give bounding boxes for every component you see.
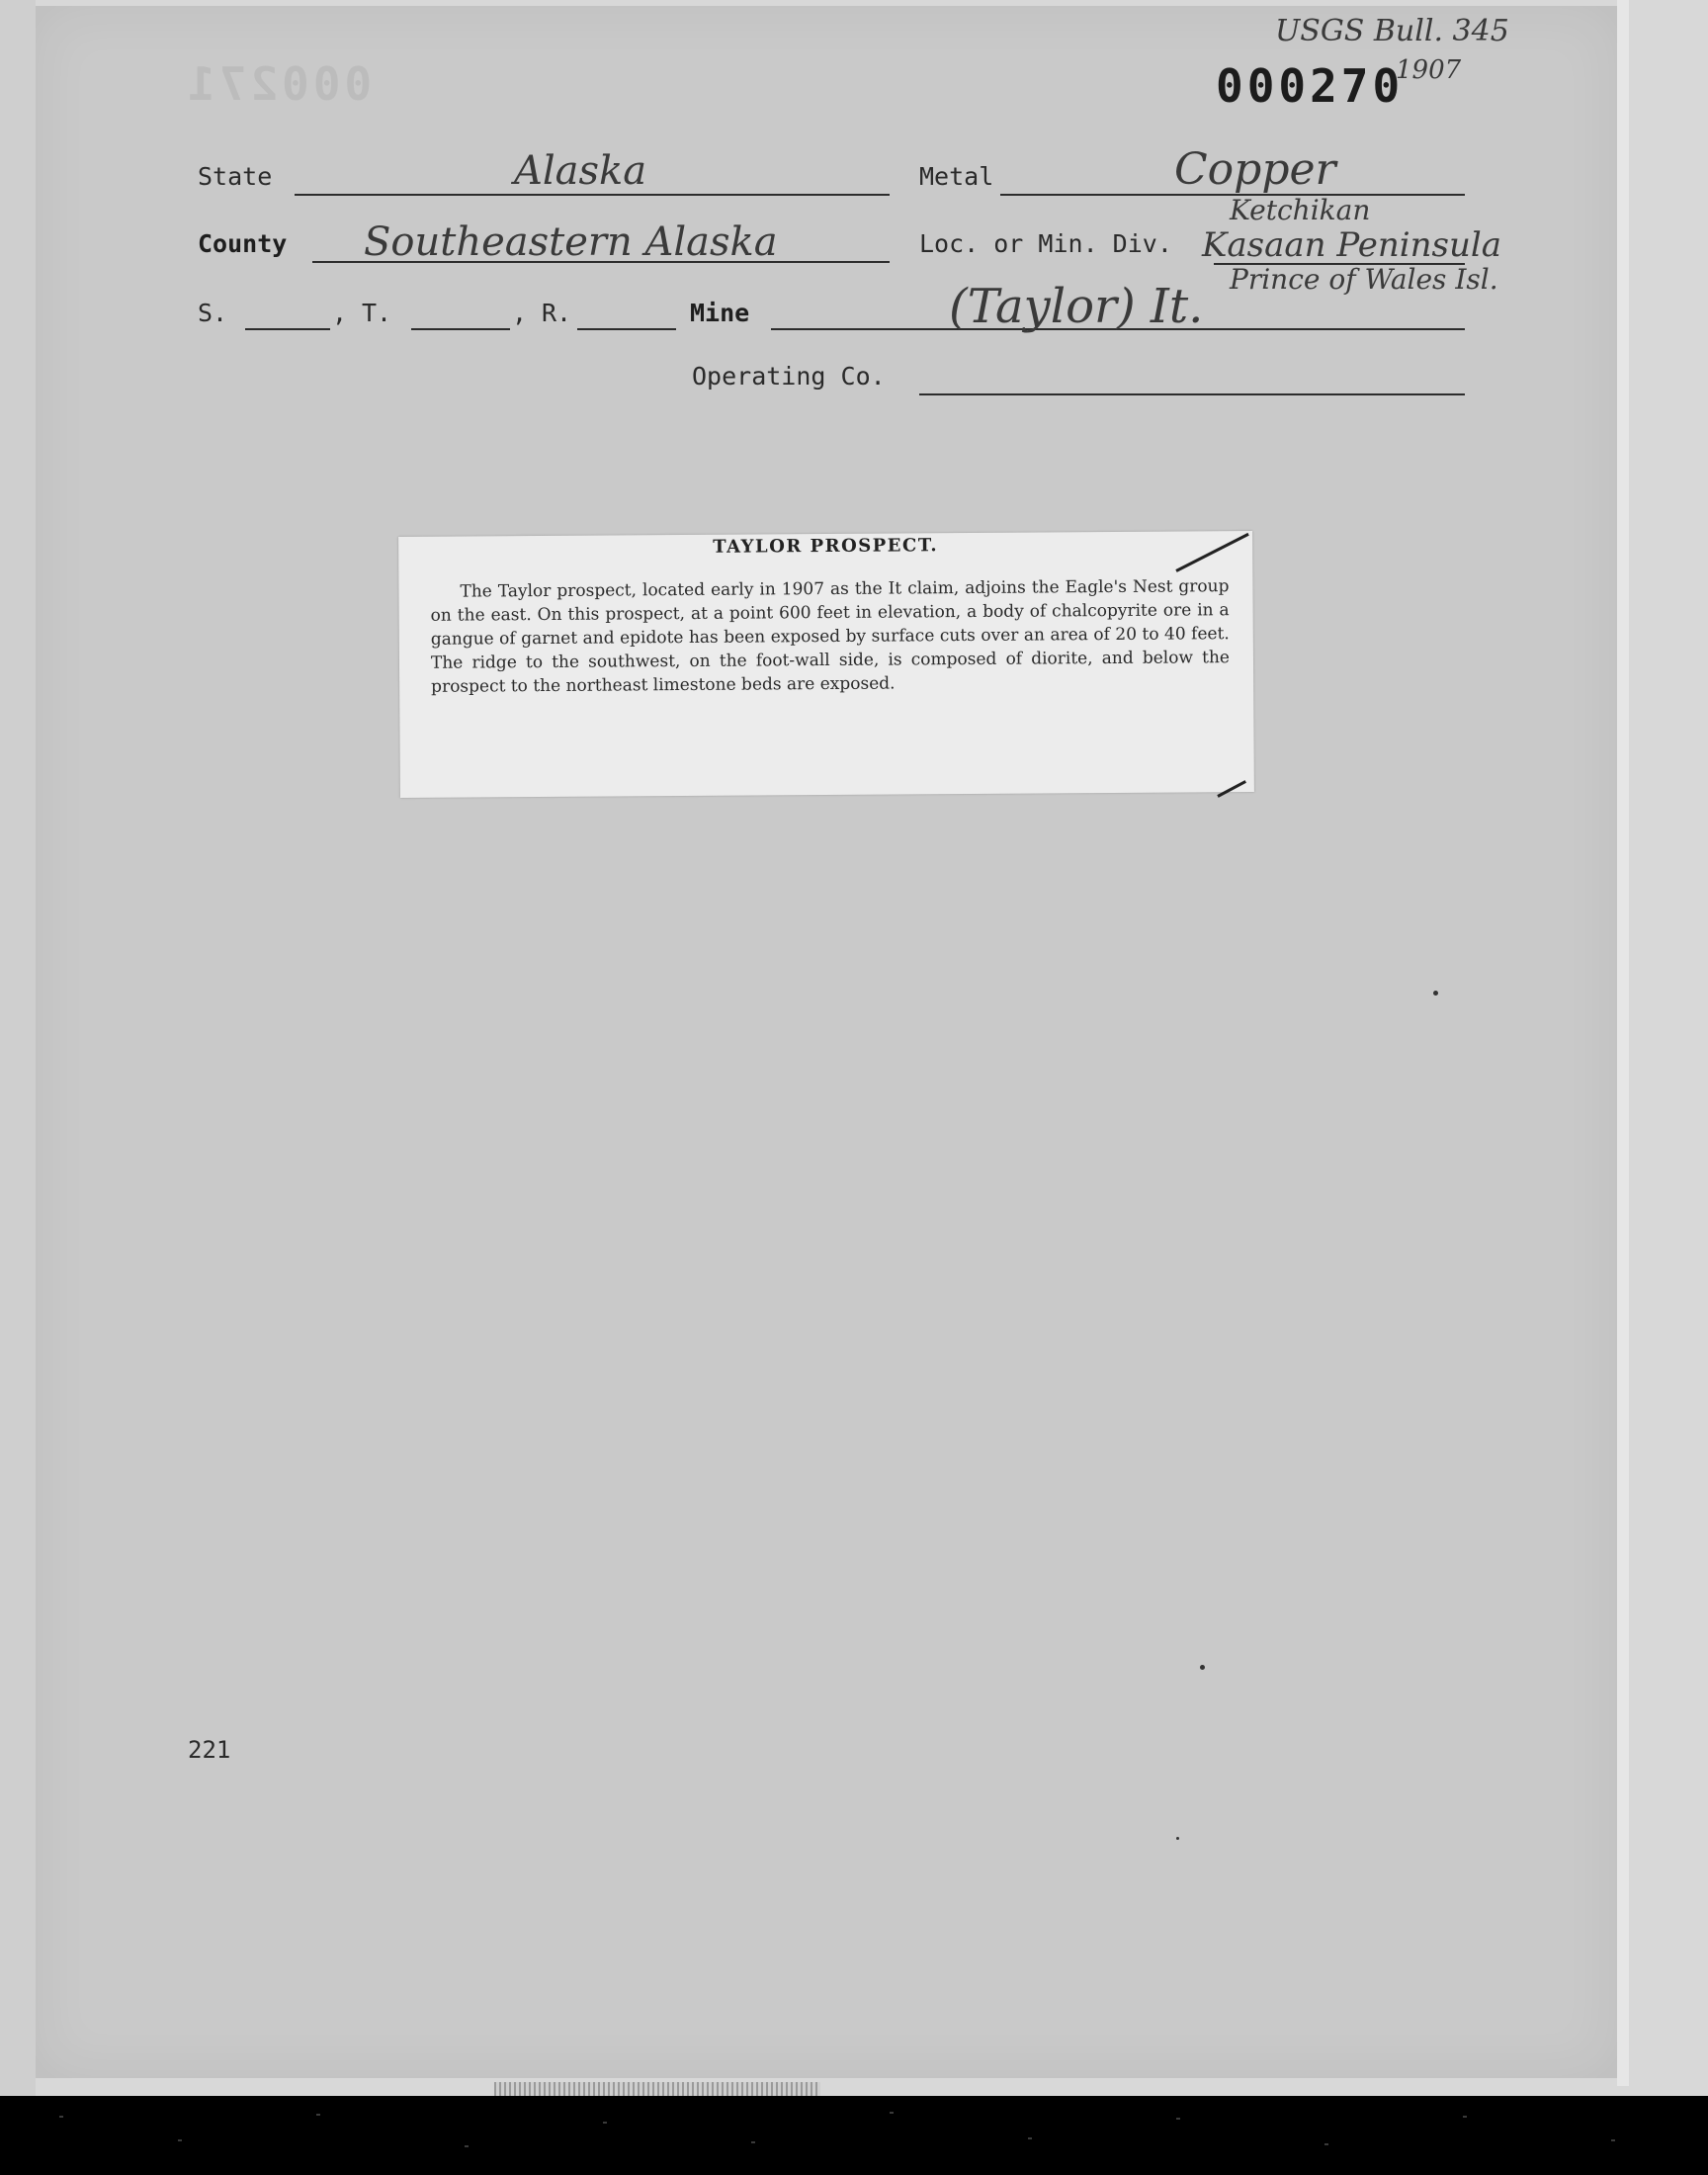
county-label: County — [198, 229, 288, 258]
band-speck — [465, 2145, 469, 2147]
metal-label: Metal — [919, 162, 994, 191]
scan-bottom-band — [0, 2096, 1708, 2175]
range-underline — [577, 328, 676, 330]
clipping-body: The Taylor prospect, located early in 1907 as the It claim, adjoins the Eagle's Nest group on the east. On this prospect, at a point 600 feet in elevation, a body of chalcopyrite ore in a gangue of garnet and epidote has been exposed by surface cuts over an area of 20 to 40 feet. The ridge to the southwest, on the foot-wall side, is composed of diorite, and below the prospect to the northeast limestone beds are exposed. — [430, 576, 1231, 697]
band-speck — [1463, 2116, 1467, 2118]
division-label: Loc. or Min. Div. — [919, 229, 1172, 258]
operating-company-underline — [919, 393, 1465, 395]
state-label: State — [198, 162, 273, 191]
index-card — [36, 6, 1617, 2078]
band-speck — [178, 2139, 182, 2141]
scan-speck — [1433, 991, 1438, 996]
operating-company-label: Operating Co. — [692, 362, 886, 391]
division-value-kasaan: Kasaan Peninsula — [1202, 225, 1501, 265]
stamp-number: 000270 — [1216, 59, 1405, 113]
band-speck — [59, 2116, 63, 2118]
scan-background — [0, 0, 36, 2096]
band-speck — [603, 2122, 607, 2124]
township-label: T. — [362, 299, 392, 327]
mine-value: (Taylor) It. — [949, 279, 1204, 334]
township-underline — [411, 328, 510, 330]
clipping-title: TAYLOR PROSPECT. — [713, 535, 939, 558]
band-speck — [751, 2141, 755, 2143]
state-value: Alaska — [514, 148, 647, 194]
card-edge — [1617, 0, 1629, 2086]
source-annotation: USGS Bull. 345 — [1275, 14, 1509, 48]
section-underline — [245, 328, 330, 330]
metal-value: Copper — [1174, 144, 1336, 195]
scan-edge-marks — [494, 2082, 820, 2096]
state-underline — [295, 194, 890, 196]
county-value: Southeastern Alaska — [364, 219, 778, 265]
band-speck — [1611, 2139, 1615, 2141]
band-speck — [890, 2112, 894, 2114]
comma-separator: , — [332, 299, 348, 327]
section-label: S. — [198, 299, 228, 327]
mirrored-stamp-number: 000271 — [184, 57, 373, 111]
mine-label: Mine — [690, 299, 750, 327]
scan-speck — [1176, 1837, 1179, 1840]
scan-speck — [1200, 1665, 1205, 1670]
division-value-ketchikan: Ketchikan — [1230, 194, 1371, 226]
band-speck — [1028, 2137, 1032, 2139]
division-value-prince-of-wales: Prince of Wales Isl. — [1230, 263, 1498, 296]
pasted-clipping — [398, 531, 1254, 798]
band-speck — [1324, 2143, 1328, 2145]
range-label: R. — [542, 299, 572, 327]
page-number: 221 — [188, 1736, 231, 1764]
band-speck — [316, 2114, 320, 2116]
band-speck — [1176, 2118, 1180, 2120]
comma-separator: , — [512, 299, 528, 327]
year-annotation: 1907 — [1396, 55, 1462, 85]
